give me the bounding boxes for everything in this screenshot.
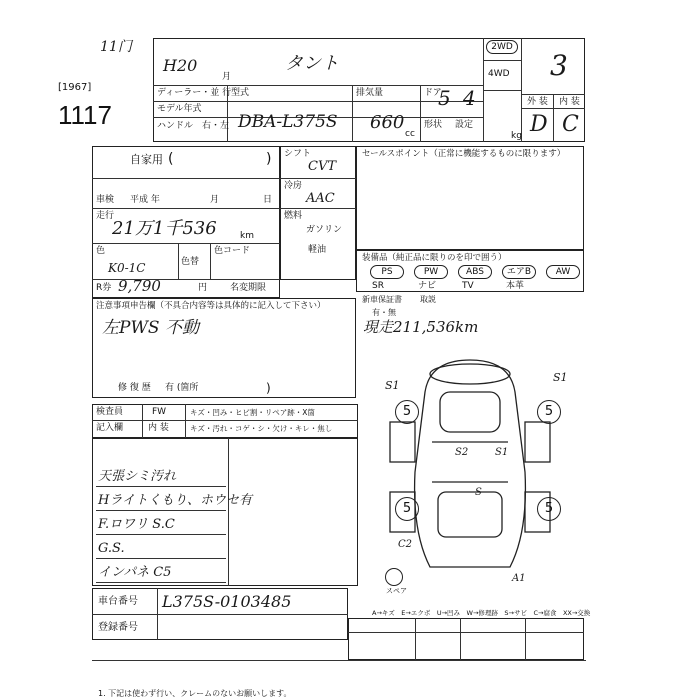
displacement: 660 (370, 112, 405, 133)
remark-line-4: インパネ C5 (98, 565, 172, 580)
remark-underline-1 (96, 510, 226, 511)
model-name: タント (285, 53, 339, 74)
usage-open-paren: ( (168, 151, 174, 167)
label-type: 型式 (231, 88, 250, 98)
lot-ref: [1967] (58, 82, 92, 93)
mark-s1-mid: S1 (495, 447, 509, 458)
mark-a1: A1 (512, 573, 526, 584)
damage-mark-rear-left: 5 (395, 497, 419, 521)
spare-label: スペア (386, 587, 407, 595)
mark-s-center: S (475, 487, 482, 498)
label-record: 名変期限 (230, 283, 267, 293)
fw-label: FW (152, 407, 167, 417)
label-frame: 車台番号 (98, 596, 138, 607)
fuel-alt: 軽油 (308, 245, 327, 255)
label-repair: 修 復 歴 (118, 383, 151, 393)
score: 3 (550, 49, 568, 82)
doors: 5 (438, 86, 451, 110)
mileage: 21万1千536 (112, 218, 217, 239)
aircon: AAC (306, 191, 335, 206)
footer-note: 1. 下記は使わず行い、クレームのないお願いします。 (98, 689, 292, 698)
repair-value: 有 (箇所 (165, 383, 199, 393)
drive-4wd: 4WD (488, 69, 510, 79)
usage-label: 自家用 (130, 153, 163, 166)
equip-item-1: PW (414, 265, 448, 279)
label-shift: シフト (284, 149, 312, 159)
label-model-year: モデル年式 (157, 104, 202, 114)
exterior-grade: D (530, 112, 548, 137)
label-inspection: 車検 (96, 195, 115, 205)
frame-number: L375S-0103485 (162, 592, 292, 611)
label-recycle-unit: 円 (198, 283, 208, 293)
equipment-title: 装備品（純正品に限りのを印で囲う） (362, 253, 507, 263)
label-reg: 登録番号 (98, 622, 138, 633)
equip-row2-item-3: 本革 (506, 281, 525, 291)
seats: 4 (463, 86, 476, 110)
usage-close-paren: ) (266, 151, 272, 167)
interior-grade: C (562, 112, 579, 137)
label-handle: ハンドル 右・左 (157, 121, 230, 131)
damage-legend: A→キズ E→エクボ U→凹み W→修理跡 S→サビ C→腐食 XX→交換 (372, 609, 591, 617)
equip-row2-item-0: SR (372, 281, 384, 291)
spare-tire-icon (385, 568, 403, 586)
int-codes: キズ・汚れ・コゲ・シ・欠け・キレ・焦し (190, 424, 333, 433)
mark-s2: S2 (455, 447, 469, 458)
label-interior: 内 装 (559, 97, 580, 107)
mark-s1-right: S1 (553, 371, 568, 384)
mileage-unit: km (240, 231, 254, 241)
type-code: DBA-L375S (238, 112, 338, 132)
corner-note: 11门 (100, 39, 132, 55)
equip-row2-item-1: ナビ (418, 281, 437, 291)
color-code-value: K0-1C (108, 261, 146, 275)
remark-line-1: Hライトくもり、ホウセ有 (98, 493, 252, 508)
notes-title: 注意事項申告欄（不具合内容等は具体的に記入して下さい） (96, 301, 326, 311)
inspection-month: 月 (210, 195, 220, 205)
damage-mark-rear-right: 5 (537, 497, 561, 521)
equip-item-4: AW (546, 265, 580, 279)
remark-line-2: F.ロワリ S.C (98, 517, 175, 532)
label-doors: ドア (424, 88, 442, 98)
notes-handwritten: 左PWS 不動 (102, 318, 199, 338)
damage-mark-front-left: 5 (395, 400, 419, 424)
remark-underline-4 (96, 582, 226, 583)
lot-number: 1117 (58, 100, 112, 130)
sales-point-box (356, 146, 584, 250)
repair-close-paren: ) (266, 381, 271, 395)
fuel: ガソリン (306, 225, 343, 235)
equip-item-3: エアB (502, 265, 536, 279)
dealer-table (348, 618, 584, 660)
remark-underline-0 (96, 486, 226, 487)
vehicle-year: H20 (163, 56, 198, 75)
label-fuel: 燃料 (284, 211, 303, 221)
label-recycle: R券 (96, 283, 112, 293)
label-shape: 形状 (424, 120, 443, 130)
fw-codes: キズ・凹み・ヒビ割・リペア跡・X箇 (190, 408, 315, 417)
label-fuel-grade: 設定 (455, 120, 474, 130)
shift: CVT (308, 159, 337, 174)
label-displacement: 排気量 (356, 88, 384, 98)
label-mileage: 走行 (96, 211, 115, 221)
damage-mark-front-right: 5 (537, 400, 561, 424)
label-color-code: 色コード (214, 246, 251, 256)
mark-c2: C2 (398, 539, 413, 550)
recycle-value: 9,790 (118, 277, 161, 295)
odometer-note: 現走211,536km (363, 318, 479, 336)
mark-s1-left: S1 (385, 379, 400, 392)
label-exterior: 外 装 (527, 97, 548, 107)
label-aircon: 冷房 (284, 181, 303, 191)
equip-row2-item-2: TV (462, 281, 474, 291)
label-owner-cert: 新車保証書 (362, 295, 402, 304)
sales-point-title: セールスポイント（正常に機能するものに限ります） (362, 149, 566, 159)
label-owner-yes: 有・無 (372, 308, 396, 317)
inspection-day: 日 (263, 195, 273, 205)
kg-unit: kg (511, 131, 522, 141)
inspection-year: 平成 年 (130, 195, 160, 205)
label-color-hue: 色替 (181, 257, 200, 267)
drive-2wd: 2WD (486, 40, 518, 54)
remark-line-0: 天張シミ汚れ (98, 469, 177, 484)
remark-line-3: G.S. (98, 541, 125, 556)
remark-underline-3 (96, 558, 226, 559)
label-dealer: ディーラー・並 行 (157, 88, 232, 98)
remark-underline-2 (96, 534, 226, 535)
remarks-box (92, 438, 358, 586)
displacement-unit: cc (405, 129, 415, 139)
label-entry: 記入欄 (96, 423, 124, 433)
equip-item-2: ABS (458, 265, 492, 279)
equip-item-0: PS (370, 265, 404, 279)
label-color: 色 (96, 246, 106, 256)
label-inspector: 検査員 (96, 407, 124, 417)
year-month-suffix: 月 (222, 72, 232, 82)
label-history: 取説 (420, 295, 436, 304)
interior-label: 内 装 (148, 423, 169, 433)
